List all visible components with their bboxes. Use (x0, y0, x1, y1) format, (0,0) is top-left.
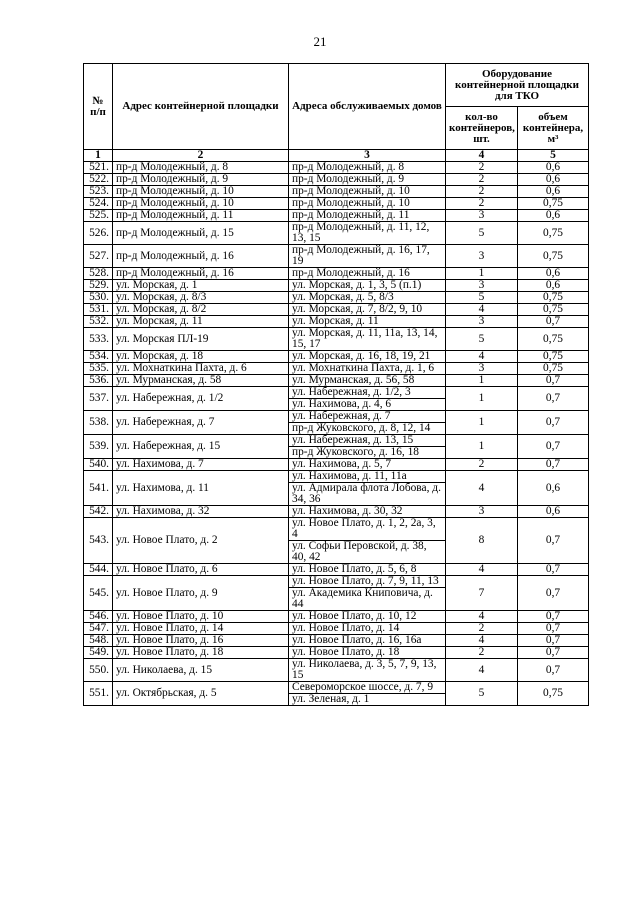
row-number: 531. (84, 304, 113, 316)
served-house-address: ул. Зеленая, д. 1 (289, 693, 445, 705)
container-volume: 0,7 (518, 387, 589, 411)
row-number: 550. (84, 659, 113, 682)
table-row (84, 375, 589, 387)
served-house-address: ул. Морская, д. 5, 8/3 (292, 291, 394, 303)
table-row (84, 198, 589, 210)
served-houses (289, 198, 446, 210)
site-address: ул. Морская, д. 18 (113, 351, 289, 363)
served-houses (289, 435, 446, 459)
container-volume: 0,7 (518, 459, 589, 471)
row-number: 522. (84, 174, 113, 186)
served-houses (289, 611, 446, 623)
row-number: 547. (84, 623, 113, 635)
table-row (84, 506, 589, 518)
table-row (84, 682, 589, 706)
header-container-count: кол-во контейнеров, шт. (446, 107, 518, 150)
served-house-address: ул. Мурманская, д. 56, 58 (292, 374, 415, 386)
container-volume: 0,7 (518, 659, 589, 682)
site-address: ул. Новое Плато, д. 16 (113, 635, 289, 647)
container-count: 5 (446, 682, 518, 706)
table-row (84, 174, 589, 186)
row-number: 526. (84, 222, 113, 245)
container-count: 4 (446, 471, 518, 506)
container-volume: 0,7 (518, 435, 589, 459)
site-address: ул. Николаева, д. 15 (113, 659, 289, 682)
container-count: 4 (446, 659, 518, 682)
table-row (84, 268, 589, 280)
served-houses (289, 682, 446, 706)
served-houses (289, 387, 446, 411)
table-row (84, 245, 589, 268)
site-address: ул. Новое Плато, д. 6 (113, 564, 289, 576)
container-count: 3 (446, 280, 518, 292)
row-number: 541. (84, 471, 113, 506)
served-house-address: ул. Морская, д. 7, 8/2, 9, 10 (292, 303, 423, 315)
served-house-address: ул. Морская, д. 1, 3, 5 (п.1) (292, 279, 422, 291)
served-house-address: ул. Николаева, д. 3, 5, 7, 9, 13, 15 (292, 658, 437, 681)
table-row (84, 564, 589, 576)
table-row (84, 304, 589, 316)
row-number: 528. (84, 268, 113, 280)
header-served-houses: Адреса обслуживаемых домов (289, 64, 446, 150)
container-volume: 0,6 (518, 506, 589, 518)
column-index: 1 (84, 150, 113, 162)
header-container-volume: объем контейнера, м³ (518, 107, 589, 150)
served-house-address: пр-д Молодежный, д. 9 (292, 173, 405, 185)
container-sites-table (83, 63, 589, 706)
served-houses (289, 351, 446, 363)
row-number: 530. (84, 292, 113, 304)
row-number: 535. (84, 363, 113, 375)
site-address: ул. Нахимова, д. 7 (113, 459, 289, 471)
served-houses (289, 162, 446, 174)
site-address: ул. Набережная, д. 7 (113, 411, 289, 435)
container-volume: 0,75 (518, 222, 589, 245)
container-volume: 0,75 (518, 328, 589, 351)
container-volume: 0,7 (518, 576, 589, 611)
served-houses (289, 647, 446, 659)
served-house-address: ул. Новое Плато, д. 7, 9, 11, 13 (292, 575, 439, 587)
column-index-row (84, 150, 589, 162)
served-houses (289, 623, 446, 635)
served-house-address: ул. Новое Плато, д. 16, 16а (292, 634, 422, 646)
served-house-address: пр-д Молодежный, д. 11 (292, 209, 410, 221)
table-row (84, 435, 589, 459)
container-count: 2 (446, 174, 518, 186)
served-house-address: ул. Морская, д. 11 (292, 315, 379, 327)
container-count: 3 (446, 245, 518, 268)
site-address: ул. Мурманская, д. 58 (113, 375, 289, 387)
row-number: 527. (84, 245, 113, 268)
table-row (84, 387, 589, 411)
served-house-address: ул. Нахимова, д. 5, 7 (292, 458, 392, 470)
table-row (84, 280, 589, 292)
table-row (84, 316, 589, 328)
container-count: 1 (446, 435, 518, 459)
served-houses (289, 268, 446, 280)
container-volume: 0,7 (518, 375, 589, 387)
container-volume: 0,6 (518, 268, 589, 280)
table-row (84, 471, 589, 506)
container-volume: 0,6 (518, 210, 589, 222)
served-house-address: ул. Набережная, д. 7 (292, 410, 391, 422)
container-count: 4 (446, 304, 518, 316)
row-number: 548. (84, 635, 113, 647)
container-count: 3 (446, 506, 518, 518)
container-count: 2 (446, 162, 518, 174)
served-houses (289, 304, 446, 316)
table-row (84, 363, 589, 375)
table-row (84, 459, 589, 471)
container-count: 2 (446, 647, 518, 659)
served-houses (289, 316, 446, 328)
served-houses (289, 506, 446, 518)
served-houses (289, 459, 446, 471)
site-address: пр-д Молодежный, д. 15 (113, 222, 289, 245)
table-row (84, 518, 589, 564)
container-count: 4 (446, 351, 518, 363)
container-volume: 0,7 (518, 611, 589, 623)
served-house-address: ул. Нахимова, д. 30, 32 (292, 505, 403, 517)
served-house-address: пр-д Молодежный, д. 16, 17, 19 (292, 244, 430, 267)
container-volume: 0,7 (518, 316, 589, 328)
site-address: ул. Нахимова, д. 32 (113, 506, 289, 518)
container-count: 3 (446, 210, 518, 222)
container-count: 1 (446, 268, 518, 280)
served-houses (289, 210, 446, 222)
served-house-address: ул. Академика Книповича, д. 44 (289, 587, 445, 610)
table-row (84, 611, 589, 623)
container-count: 3 (446, 316, 518, 328)
table-row (84, 647, 589, 659)
table-row (84, 351, 589, 363)
served-house-address: ул. Мохнаткина Пахта, д. 1, 6 (292, 362, 435, 374)
row-number: 523. (84, 186, 113, 198)
served-house-address: ул. Новое Плато, д. 18 (292, 646, 400, 658)
served-house-address: ул. Нахимова, д. 4, 6 (289, 398, 445, 410)
served-houses (289, 375, 446, 387)
container-count: 2 (446, 186, 518, 198)
served-houses (289, 186, 446, 198)
row-number: 537. (84, 387, 113, 411)
served-house-address: ул. Новое Плато, д. 5, 6, 8 (292, 563, 417, 575)
served-houses (289, 280, 446, 292)
served-house-address: ул. Набережная, д. 13, 15 (292, 434, 414, 446)
served-houses (289, 635, 446, 647)
container-volume: 0,6 (518, 280, 589, 292)
row-number: 524. (84, 198, 113, 210)
table-row (84, 222, 589, 245)
container-count: 1 (446, 411, 518, 435)
column-index: 2 (113, 150, 289, 162)
column-index: 3 (289, 150, 446, 162)
header-equipment: Оборудование контейнерной площадки для ТКО (446, 64, 589, 107)
row-number: 521. (84, 162, 113, 174)
served-house-address: пр-д Молодежный, д. 8 (292, 161, 405, 173)
container-volume: 0,7 (518, 411, 589, 435)
served-house-address: пр-д Молодежный, д. 10 (292, 185, 410, 197)
site-address: ул. Морская, д. 11 (113, 316, 289, 328)
header-site-address: Адрес контейнерной площадки (113, 64, 289, 150)
row-number: 536. (84, 375, 113, 387)
served-houses (289, 411, 446, 435)
container-volume: 0,75 (518, 363, 589, 375)
served-house-address: ул. Морская, д. 11, 11а, 13, 14, 15, 17 (292, 327, 438, 350)
served-houses (289, 471, 446, 506)
container-count: 2 (446, 623, 518, 635)
served-houses (289, 564, 446, 576)
table-row (84, 576, 589, 611)
site-address: ул. Новое Плато, д. 10 (113, 611, 289, 623)
container-volume: 0,6 (518, 186, 589, 198)
container-volume: 0,7 (518, 623, 589, 635)
table-row (84, 328, 589, 351)
container-count: 4 (446, 611, 518, 623)
row-number: 533. (84, 328, 113, 351)
site-address: ул. Морская, д. 8/2 (113, 304, 289, 316)
container-volume: 0,6 (518, 174, 589, 186)
served-house-address: пр-д Жуковского, д. 16, 18 (289, 446, 445, 458)
table-row (84, 623, 589, 635)
container-count: 2 (446, 459, 518, 471)
site-address: ул. Новое Плато, д. 9 (113, 576, 289, 611)
table-row (84, 635, 589, 647)
container-volume: 0,7 (518, 635, 589, 647)
served-house-address: пр-д Жуковского, д. 8, 12, 14 (289, 422, 445, 434)
site-address: ул. Нахимова, д. 11 (113, 471, 289, 506)
container-count: 1 (446, 387, 518, 411)
header-num: № п/п (84, 64, 113, 150)
site-address: ул. Новое Плато, д. 2 (113, 518, 289, 564)
container-volume: 0,75 (518, 304, 589, 316)
row-number: 543. (84, 518, 113, 564)
row-number: 549. (84, 647, 113, 659)
column-index: 4 (446, 150, 518, 162)
container-count: 1 (446, 375, 518, 387)
container-count: 4 (446, 564, 518, 576)
row-number: 545. (84, 576, 113, 611)
container-volume: 0,7 (518, 518, 589, 564)
container-volume: 0,75 (518, 351, 589, 363)
row-number: 539. (84, 435, 113, 459)
row-number: 546. (84, 611, 113, 623)
site-address: пр-д Молодежный, д. 16 (113, 268, 289, 280)
column-index: 5 (518, 150, 589, 162)
row-number: 525. (84, 210, 113, 222)
site-address: ул. Мохнаткина Пахта, д. 6 (113, 363, 289, 375)
served-house-address: пр-д Молодежный, д. 11, 12, 13, 15 (292, 221, 430, 244)
served-house-address: ул. Нахимова, д. 11, 11а (292, 470, 407, 482)
container-count: 5 (446, 292, 518, 304)
site-address: ул. Морская, д. 8/3 (113, 292, 289, 304)
container-count: 7 (446, 576, 518, 611)
table-body (84, 162, 589, 706)
served-house-address: ул. Морская, д. 16, 18, 19, 21 (292, 350, 431, 362)
site-address: ул. Морская ПЛ-19 (113, 328, 289, 351)
site-address: ул. Новое Плато, д. 18 (113, 647, 289, 659)
served-house-address: пр-д Молодежный, д. 10 (292, 197, 410, 209)
table-row (84, 162, 589, 174)
served-houses (289, 518, 446, 564)
site-address: пр-д Молодежный, д. 10 (113, 186, 289, 198)
container-volume: 0,75 (518, 292, 589, 304)
row-number: 551. (84, 682, 113, 706)
served-houses (289, 363, 446, 375)
served-houses (289, 222, 446, 245)
container-count: 5 (446, 328, 518, 351)
page-number: 21 (313, 34, 327, 49)
container-count: 4 (446, 635, 518, 647)
row-number: 529. (84, 280, 113, 292)
container-volume: 0,75 (518, 198, 589, 210)
row-number: 538. (84, 411, 113, 435)
container-volume: 0,75 (518, 682, 589, 706)
table-row (84, 186, 589, 198)
served-houses (289, 659, 446, 682)
container-volume: 0,7 (518, 564, 589, 576)
table-row (84, 659, 589, 682)
table-header (84, 64, 589, 162)
served-house-address: Североморское шоссе, д. 7, 9 (292, 681, 434, 693)
container-count: 8 (446, 518, 518, 564)
served-house-address: ул. Софьи Перовской, д. 38, 40, 42 (289, 540, 445, 563)
site-address: ул. Морская, д. 1 (113, 280, 289, 292)
site-address: пр-д Молодежный, д. 10 (113, 198, 289, 210)
served-houses (289, 245, 446, 268)
site-address: ул. Набережная, д. 1/2 (113, 387, 289, 411)
site-address: пр-д Молодежный, д. 9 (113, 174, 289, 186)
served-houses (289, 174, 446, 186)
site-address: ул. Набережная, д. 15 (113, 435, 289, 459)
container-volume: 0,7 (518, 647, 589, 659)
row-number: 542. (84, 506, 113, 518)
container-count: 2 (446, 198, 518, 210)
container-volume: 0,6 (518, 471, 589, 506)
container-count: 3 (446, 363, 518, 375)
served-houses (289, 292, 446, 304)
served-house-address: ул. Новое Плато, д. 1, 2, 2а, 3, 4 (292, 517, 436, 540)
table-row (84, 292, 589, 304)
row-number: 532. (84, 316, 113, 328)
served-house-address: пр-д Молодежный, д. 16 (292, 267, 410, 279)
served-houses (289, 576, 446, 611)
site-address: пр-д Молодежный, д. 16 (113, 245, 289, 268)
served-house-address: ул. Набережная, д. 1/2, 3 (292, 386, 411, 398)
table-row (84, 411, 589, 435)
row-number: 540. (84, 459, 113, 471)
served-house-address: ул. Новое Плато, д. 14 (292, 622, 400, 634)
table-row (84, 210, 589, 222)
site-address: пр-д Молодежный, д. 8 (113, 162, 289, 174)
container-count: 5 (446, 222, 518, 245)
container-volume: 0,75 (518, 245, 589, 268)
row-number: 534. (84, 351, 113, 363)
served-house-address: ул. Адмирала флота Лобова, д. 34, 36 (289, 482, 445, 505)
served-houses (289, 328, 446, 351)
site-address: пр-д Молодежный, д. 11 (113, 210, 289, 222)
row-number: 544. (84, 564, 113, 576)
site-address: ул. Новое Плато, д. 14 (113, 623, 289, 635)
served-house-address: ул. Новое Плато, д. 10, 12 (292, 610, 417, 622)
container-volume: 0,6 (518, 162, 589, 174)
site-address: ул. Октябрьская, д. 5 (113, 682, 289, 706)
